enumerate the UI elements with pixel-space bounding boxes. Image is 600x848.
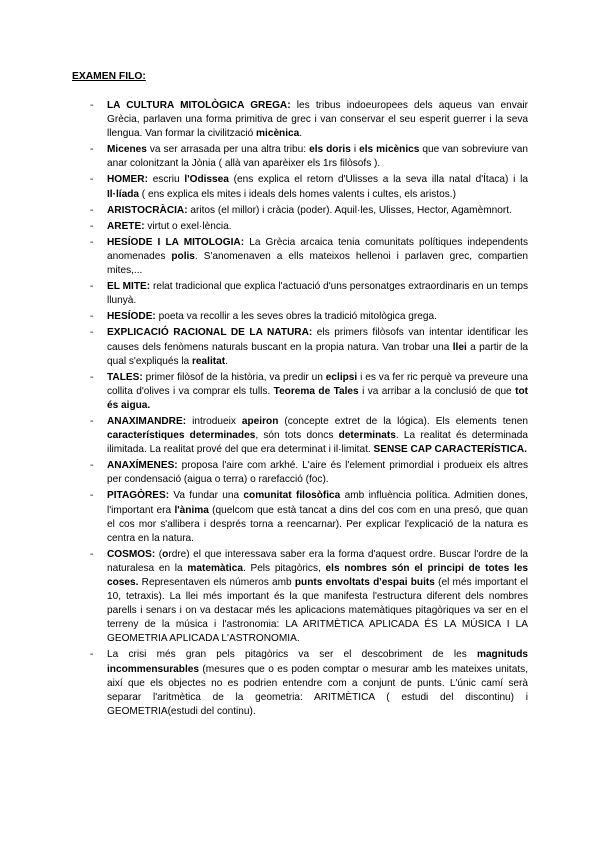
- text-run: (el més important el 10, tetraxis). La llei més important és la que manifesta l'estructura diferent dels nombres parells i senars i on va destacar més les aplicacions matemàtiques pitagòriques va ser en el terreny de la música i l'astronomia: LA ARITMÈTICA APLICADA ÉS LA MÚSICA I LA GEOMETRIA APLICADA L'ASTRONOMIA.: [107, 577, 529, 645]
- bold-term: micènica: [256, 128, 300, 140]
- text-run: , són tots doncs: [255, 430, 339, 442]
- page-title: EXAMEN FILO:: [72, 71, 146, 82]
- bold-term: ARISTOCRÀCIA:: [107, 204, 188, 216]
- bold-term: punts envoltats d'espai buits: [294, 577, 435, 588]
- bold-term: ANAXIMANDRE:: [107, 415, 187, 427]
- text-run: primer filòsof de la història, va predir un: [142, 371, 326, 383]
- text-run: La Grècia arcaica tenia comunitats polítiques independents anomenades: [107, 236, 528, 262]
- bold-term: tot és aigua.: [107, 385, 528, 411]
- text-run: . S'anomenaven a ells mateixos hellenoi i parlaven grec, compartien mites,...: [107, 250, 528, 277]
- text-run: escriu: [147, 174, 185, 186]
- text-run: amb influència política. Admitien dones, l'important era: [107, 490, 528, 516]
- bold-term: Teorema de Tales: [273, 385, 359, 397]
- text-run: a partir de la qual s'expliqués la: [107, 341, 528, 367]
- list-item: [107, 280, 528, 308]
- bold-term: comunitat filosòfica: [243, 490, 341, 502]
- text-run: (mesures que o es poden comptar o mesurar amb les mateixes unitats, així que els objectes no es podrien entendre com a conjunt de punts. L'únic camí serà separar l'aritmètica de la geometria: ARITMÈTICA ( estudi del discontinu) i GEOMETRIA(estudi del continu).: [107, 663, 528, 717]
- bold-term: determinats: [338, 430, 396, 442]
- text-run: .: [299, 128, 303, 140]
- bold-term: característiques determinades: [107, 430, 256, 442]
- bold-term: EXPLICACIÓ RACIONAL DE LA NATURA:: [107, 327, 313, 339]
- bold-term: HESÍODE I LA MITOLOGIA:: [107, 236, 245, 248]
- list-item: [107, 236, 528, 278]
- text-run: (concepte extret de la lógica). Els elements tenen: [278, 415, 529, 427]
- bold-term: els nombres són el principi de totes les coses.: [107, 562, 528, 588]
- list-item: [107, 415, 528, 457]
- list-item: [107, 371, 528, 413]
- text-run: ( ens explica els mites i ideals dels homes valents i cultes, els aristos.): [138, 188, 456, 200]
- bold-term: matemàtica: [187, 562, 243, 574]
- text-run: (: [155, 548, 163, 560]
- bold-term: polis: [171, 250, 195, 262]
- list-item: [107, 548, 528, 647]
- text-run: rdre) el que interessava saber era la forma d'aquest ordre. Buscar l'ordre de la naturalesa en la: [107, 548, 528, 574]
- bold-term: els micènics: [359, 144, 420, 156]
- list-item: [107, 143, 528, 171]
- text-run: .: [225, 355, 228, 367]
- list-item: [107, 648, 528, 718]
- bold-term: EL MITE:: [107, 281, 151, 293]
- text-run: va ser arrasada per una altra tribu:: [146, 144, 310, 156]
- bold-term: magnituds incommensurables: [107, 649, 528, 675]
- notes-list: [0, 99, 528, 721]
- text-run: Representaven els números amb: [138, 577, 295, 588]
- list-item: [107, 489, 528, 545]
- bold-term: Micenes: [107, 144, 147, 156]
- text-run: Va fundar una: [169, 490, 244, 502]
- bold-term: l'ànima: [174, 504, 209, 516]
- text-run: que van sobreviure van anar colonitzant la Jònia ( allà van aparèixer els 1rs filòsofs ).: [107, 144, 528, 170]
- bold-term: eclipsi: [325, 371, 358, 383]
- bold-term: Il·líada: [107, 188, 139, 200]
- text-run: proposa l'aire com arkhé. L'aire és l'element primordial i produeix els altres per condensació (aigua o terra) o rarefacció (foc).: [107, 460, 528, 486]
- text-run: introdueix: [186, 415, 242, 427]
- text-run: els primers filòsofs van intentar identificar les causes dels fenòmens naturals buscant en la propia natura. Van trobar una: [107, 327, 529, 353]
- bold-term: ARETE:: [107, 220, 145, 232]
- bold-term: realitat: [191, 355, 226, 367]
- text-run: i: [350, 144, 360, 156]
- bold-term: o: [162, 548, 169, 560]
- bold-term: HOMER:: [107, 174, 148, 186]
- text-run: les tribus indoeuropees dels aqueus van envair Grècia, parlaven una forma primitiva de grec i van conservar el seu esperit guerrer i la seva llengua. Van formar la civilització: [107, 100, 528, 140]
- bold-term: COSMOS:: [107, 548, 156, 560]
- text-run: virtut o exel·lència.: [144, 220, 232, 232]
- bold-term: apeiron: [241, 415, 279, 427]
- list-item: [107, 220, 528, 234]
- text-run: poeta va recollir a les seves obres la tradició mitològica grega.: [155, 311, 437, 323]
- list-item: [107, 173, 528, 201]
- text-run: (quelcom que està tancat a dins del cos com en una presó, que quan el cos mor s'allibera i després torna a reencarnar). Per explicar l'explicació de la natura es centra en la natura.: [107, 504, 528, 544]
- list-item: [107, 204, 528, 218]
- list-item: [107, 459, 528, 487]
- text-run: aritos (el millor) i cràcia (poder). Aquil·les, Ulisses, Hector, Agamèmnort.: [187, 204, 512, 216]
- list-item: [107, 326, 528, 368]
- text-run: i es va fer ric perquè va preveure una collita d'olives i va comprar els tulls.: [107, 371, 528, 397]
- list-item: [107, 99, 528, 141]
- bold-term: llei: [452, 341, 467, 353]
- text-run: . Pels pitagòrics,: [242, 562, 326, 574]
- bold-term: SENSE CAP CARACTERÍSTICA.: [373, 444, 527, 456]
- bold-term: LA CULTURA MITOLÒGICA GREGA:: [107, 100, 291, 111]
- bold-term: HESÍODE:: [107, 311, 156, 323]
- bold-term: els doris: [309, 144, 351, 156]
- bold-term: l'Odissea: [184, 174, 229, 186]
- text-run: La crisi més gran pels pitagòrics va ser el descobriment de les: [107, 649, 477, 661]
- text-run: i va arribar a la conclusió de que: [358, 385, 516, 397]
- bold-term: PITAGÒRES:: [107, 490, 170, 502]
- text-run: . La realitat és determinada ilimitada. La realitat prové del que era determinat i il·limitat.: [107, 430, 528, 456]
- text-run: relat tradicional que explica l'actuació d'uns personatges extraordinaris en un temps llunyà.: [107, 281, 528, 307]
- bold-term: ANAXÍMENES:: [107, 460, 178, 472]
- list-item: [107, 310, 528, 324]
- bold-term: TALES:: [107, 371, 143, 383]
- text-run: (ens explica el retorn d'Ulisses a la seva illa natal d'Ítaca) i la: [228, 174, 528, 186]
